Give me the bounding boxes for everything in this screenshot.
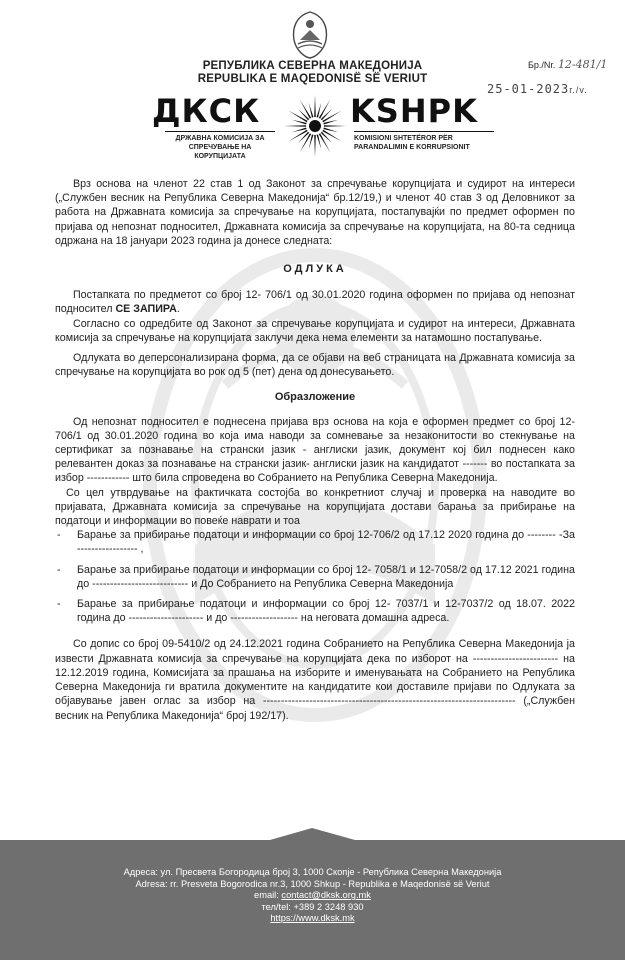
footer-contact xyxy=(0,867,625,925)
registration-number xyxy=(528,58,607,71)
website-link[interactable]: https://www.dksk.mk xyxy=(270,913,355,923)
list-item: - Барање за прибирање податоци и информации со број 12-706/2 од 17.12 2020 година до -------- -За ----------------- , xyxy=(55,528,575,556)
reasoning-paragraph-1: Од непознат подносител е поднесена пријава врз основа на која е оформен предмет со број 12- 706/1 од 30.01.2020 година во која има наводи за сомневање за незаконитости во стекнување на сертификат за познавање на странски јазик - англиски јазик, документ кој бил поднесен како релевантен доказ за познавање на странски јазик- англиски јазик на кандидатот ------- во постапката за избор ------------ што била спроведена во Собранието на Република Северна Македонија. xyxy=(55,415,575,485)
decision-paragraph-3: Одлуката во деперсонализирана форма, да се објави на веб страницата на Државната комисија за спречување на корупцијата во рок од 5 (пет) дена од донесувањето. xyxy=(55,352,575,379)
decision-paragraph-1 xyxy=(55,288,575,316)
logo-subtitle-mk: ДРЖАВНА КОМИСИЈА ЗА СПРЕЧУВАЊЕ НА КОРУПЦИЈАТА xyxy=(165,131,275,161)
state-emblem-icon xyxy=(288,10,332,60)
logo-subtitle-al: KOMISIONI SHTETËROR PËR PARANDALIMIN E KORRUPSIONIT xyxy=(354,131,494,152)
reasoning-title: Образложение xyxy=(274,391,356,404)
decision-p1-end: . xyxy=(176,303,180,316)
reg-number-handwritten: 12-481/1 xyxy=(557,58,608,71)
republic-name-mk: РЕПУБЛИКА СЕВЕРНА МАКЕДОНИЈА xyxy=(202,60,423,72)
footer-phone: тел/tel: +389 2 3248 930 xyxy=(261,901,364,912)
email-label: email: xyxy=(254,890,282,900)
list-item: - Барање за прибирање податоци и информации со број 12- 7058/1 и 12-7058/2 од 17.12 2021 година до --------------------------- и До Собранието на Република Северна Македонија xyxy=(55,563,575,591)
logo-text-mk: ДКСК xyxy=(152,92,261,130)
reasoning-paragraph-3: Со допис со број 09-5410/2 од 24.12.2021 година Собранието на Република Северна Македонија ја извести Државната комисија за спречување на корупцијата дека по изборот на ------------------------ на 12.12.2019 година, Комисијата за прашања на изборите и именувањата на Собранието на Република Северна Македонија ги вратила документите на кандидатите кои доставиле пријави по Одлуката за објавување јавен оглас за избор на ----------------------------------------------------------------------- („Службен весник на Република Македонија“ број 192/17). xyxy=(55,638,575,722)
decision-paragraph-2: Согласно со одредбите од Законот за спречување корупцијата и судирот на интереси, Државната комисија за спречување на корупцијата заклучи дека нема елементи за натамошно постапување. xyxy=(55,317,575,344)
intro-paragraph: Врз основа на членот 22 став 1 од Законот за спречување корупцијата и судирот на интереси („Службен весник на Република Северна Македонија“ бр.12/19,) и членот 40 став 3 од Деловникот за работа на Државната комисија за спречување на корупцијата, постапувајќи по предмет оформен по пријава од непознат подносител, Државната комисија за спречување на корупцијата, на 80-та седница одржана на 18 јануари 2023 година ја донесе следната: xyxy=(55,178,575,247)
date-stamp-value: 25-01-2023 xyxy=(487,82,570,96)
list-item: - Барање за прибирање податоци и информации со број 12- 7037/1 и 12-7037/2 од 18.07. 2022 година до --------------------- и до ------------------- на неговата домашна адреса. xyxy=(55,597,575,625)
date-stamp xyxy=(487,82,588,96)
reg-label: Бр./Nr. xyxy=(528,60,556,70)
republic-name-al: REPUBLIKA E MAQEDONISË SË VERIUT xyxy=(197,73,428,85)
logo-text-al: KSHPK xyxy=(350,92,478,130)
date-stamp-suffix: г./v. xyxy=(569,85,588,95)
decision-p1-bold: СЕ ЗАПИРА xyxy=(115,303,177,316)
footer-email-line xyxy=(0,890,625,902)
sun-rays-logo-icon xyxy=(282,93,348,159)
footer-address-al: Adresa: rr. Presveta Bogorodica nr.3, 1000 Shkup - Republika e Maqedonisë së Veriut xyxy=(135,878,490,889)
request-list xyxy=(55,528,575,625)
decision-p1-text: Постапката по предметот со број 12- 706/1 од 30.01.2020 година оформен по пријава од непознат подносител xyxy=(55,289,575,316)
email-link[interactable]: contact@dksk.org.mk xyxy=(281,890,371,900)
decision-title: ОДЛУКА xyxy=(283,263,347,276)
document-body xyxy=(55,177,575,723)
footer-address-mk: Адреса: ул. Пресвета Богородица број 3, 1000 Скопје - Република Северна Македонија xyxy=(123,867,502,877)
reasoning-paragraph-2: Со цел утврдување на фактичката состојба во конкретниот случај и проверка на наводите во пријавата, Државната комисија за спречување на корупцијата достави барања за прибирање на податоци и информации во повеќе наврати и тоа xyxy=(55,486,575,528)
